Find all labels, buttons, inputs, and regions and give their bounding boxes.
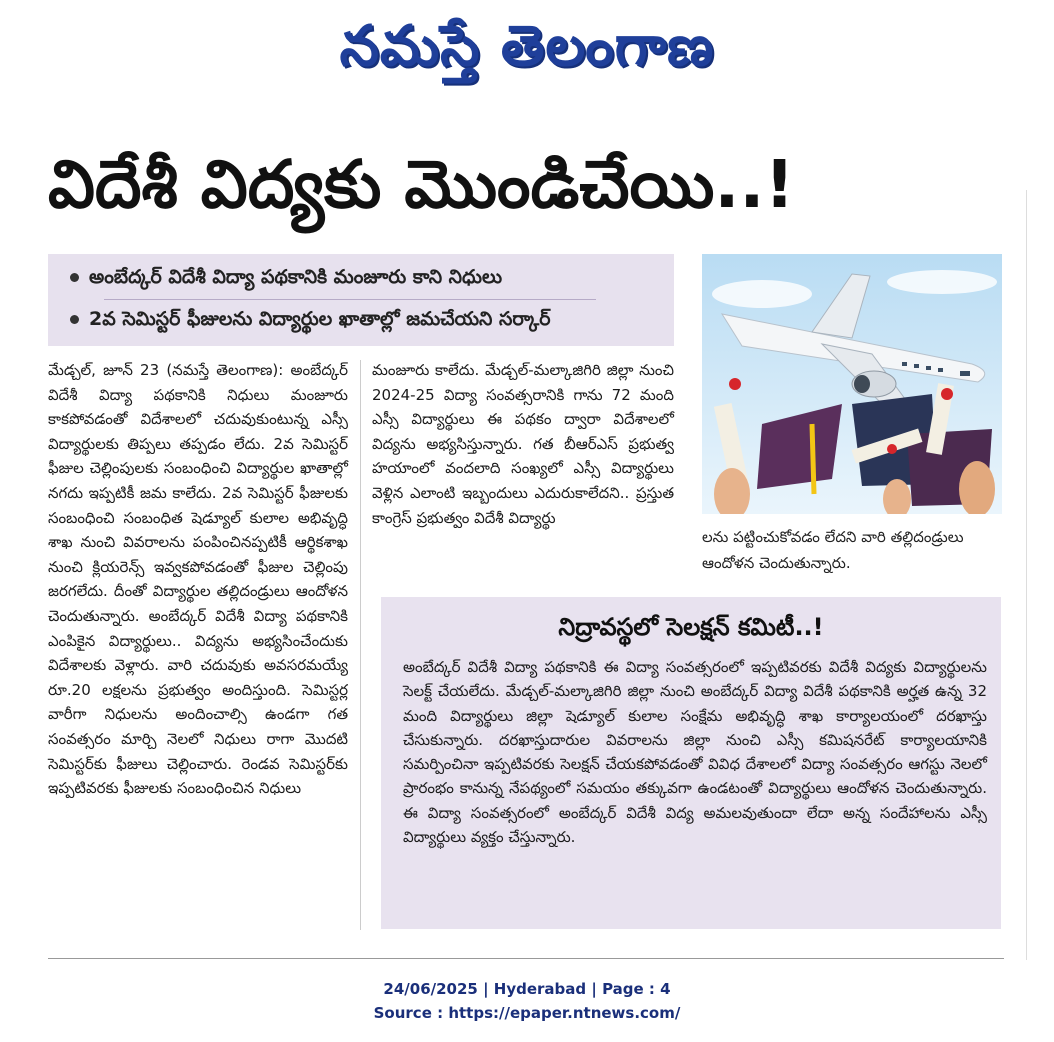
article-column-1: మేడ్చల్, జూన్ 23 (నమస్తే తెలంగాణ): అంబేద్కర్ విదేశీ విద్యా పథకానికి నిధులు మంజూరు కాకపోవడంతో విదేశాలలో చదువుకుంటున్న ఎస్సీ విద్యార్థులకు తిప్పలు తప్పడం లేదు. 2వ సెమిస్టర్ ఫీజుల చెల్లింపులకు సంబంధించి విద్యార్థుల ఖాతాల్లో నగదు ఇప్పటికీ జమ కాలేదు. 2వ సెమిస్టర్ ఫీజులకు సంబంధించి సంబంధిత షెడ్యూల్ కులాల అభివృద్ధి శాఖ నుంచి వివరాలను పంపించినప్పటికీ ఆర్థికశాఖ నుంచి క్లియరెన్స్ ఇవ్వకపోవడంతో ఫీజుల చెల్లింపు జరగలేదు. దీంతో విద్యార్థుల తల్లిదండ్రులు ఆందోళన చెందుతున్నారు. అంబేద్కర్ విదేశీ విద్యా పథకానికి ఎంపికైన విద్యార్థులు.. విద్యను అభ్యసించేందుకు విదేశాలకు వెళ్లారు. వారి చదువుకు అవసరమయ్యే రూ.20 లక్షలను ప్రభుత్వం అందిస్తుంది. సెమిస్టర్ల వారీగా నిధులను అందించాల్సి ఉండగా గత సంవత్సరం మార్చి నెలలో నిధులు రాగా మొదటి సెమిస్టర్‌కు ఫీజులు చెల్లించారు. రెండవ సెమిస్టర్‌కు ఇప్పటివరకు ఫీజులకు సంబంధించిన నిధులు xyxy=(48,361,348,798)
footer-rule xyxy=(48,958,1004,959)
bullet-dot-icon xyxy=(70,273,79,282)
bullet-dot-icon xyxy=(70,315,79,324)
column-divider xyxy=(360,360,361,930)
footer-source-link[interactable]: Source : https://epaper.ntnews.com/ xyxy=(373,1004,681,1022)
bullet-item: అంబేద్కర్ విదేశీ విద్యా పథకానికి మంజూరు కాని నిధులు xyxy=(70,262,670,292)
bullet-item: 2వ సెమిస్టర్ ఫీజులను విద్యార్థుల ఖాతాల్లో జమచేయని సర్కార్ xyxy=(70,304,670,334)
bullet-points-box xyxy=(48,254,674,346)
sidebar-story-box xyxy=(381,597,1001,929)
headline: విదేశీ విద్యకు మొండిచేయి..! xyxy=(48,146,795,223)
article-column-2: మంజూరు కాలేదు. మేడ్చల్-మల్కాజిగిరి జిల్లా నుంచి 2024-25 విద్యా సంవత్సరానికి గాను 72 మంది ఎస్సీ విద్యార్థులు ఈ పథకం ద్వారా విదేశాలలో విద్యను అభ్యసిస్తున్నారు. గత బీఆర్ఎస్ ప్రభుత్వ హయాంలో వందలాది సంఖ్యలో ఎస్సీ విద్యార్థులు వెళ్లిన ఎలాంటి ఇబ్బందులు ఎదురుకాలేదని.. ప్రస్తుత కాంగ్రెస్ ప్రభుత్వం విదేశీ విద్యార్థు xyxy=(372,361,674,527)
bullet-divider xyxy=(104,299,596,300)
page-edge-line xyxy=(1026,190,1027,960)
airplane-graduation-illustration xyxy=(702,254,1002,514)
sidebar-story-title: నిద్రావస్థలో సెలక్షన్ కమిటీ..! xyxy=(558,613,824,641)
photo-adjacent-text: లను పట్టించుకోవడం లేదని వారి తల్లిదండ్రులు ఆందోళన చెందుతున్నారు. xyxy=(702,528,964,572)
footer-date-location: 24/06/2025 | Hyderabad | Page : 4 xyxy=(383,980,671,998)
article-photo xyxy=(702,254,1002,514)
sidebar-story-text: అంబేద్కర్ విదేశీ విద్యా పథకానికి ఈ విద్యా సంవత్సరంలో ఇప్పటివరకు విదేశీ విద్యకు విద్యార్థులను సెలక్ట్ చేయలేదు. మేడ్చల్-మల్కాజిగిరి జిల్లా నుంచి అంబేద్కర్ విద్యా విదేశీ పథకానికి అర్హత ఉన్న 32 మంది విద్యార్థులు జిల్లా షెడ్యూల్ కులాల సంక్షేమ అభివృద్ధి శాఖ కార్యాలయంలో దరఖాస్తు చేసుకున్నారు. దరఖాస్తుదారుల వివరాలను జిల్లా నుంచి ఎస్సీ కమిషనరేట్ కార్యాలయానికి సమర్పించినా ఇప్పటివరకు సెలక్షన్ చేయకపోవడంతో వివిధ దేశాలలో విద్యా సంవత్సరం ఆగస్టు నెలలో ప్రారంభం కానున్న నేపథ్యంలో సమయం తక్కువగా ఉండటంతో విద్యార్థులు ఆందోళన చెందుతున్నారు. ఈ విద్యా సంవత్సరంలో అంబేద్కర్ విదేశీ విద్య అమలవుతుందా లేదా అన్న సందేహాలను ఎస్సీ విద్యార్థులు వ్యక్తం చేస్తున్నారు. xyxy=(403,658,987,847)
newspaper-masthead: నమస్తే తెలంగాణ xyxy=(339,13,715,79)
